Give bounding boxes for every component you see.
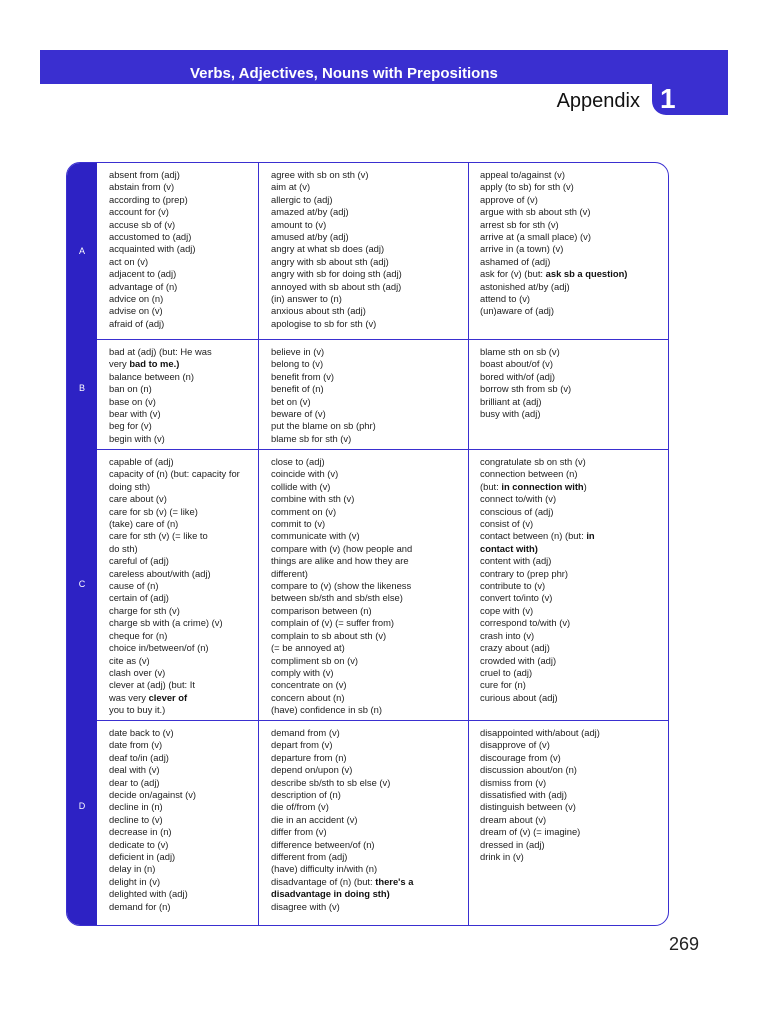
row-letter: D [78,801,86,811]
row-letter: B [78,383,85,393]
appendix-heading [40,84,728,115]
row-b-col2: believe in (v) belong to (v) benefit from (v) benefit of (n) bet on (v) beware of (v) put the blame on sb (phr) blame sb for sth (v) [259,340,469,449]
table-row-a [78,163,669,340]
row-d-col3: disappointed with/about (adj) disapprove of (v) discourage from (v) discussion about/on (n) dismiss from (v) dissatisfied with (adj) distinguish between (v) dream about (v) dream of (v) (= imagine) dressed in (adj) drink in (v) [480,727,600,863]
banner-title: Verbs, Adjectives, Nouns with Prepositions [190,65,498,82]
table-row-c [78,450,669,721]
row-b-col3: blame sth on sb (v) boast about/of (v) bored with/of (adj) borrow sth from sb (v) brilliant at (adj) busy with (adj) [480,346,572,420]
row-d-col1: date back to (v) date from (v) deaf to/in (adj) deal with (v) dear to (adj) decide on/against (v) decline in (n) decline to (v) decrease in (n) dedicate to (v) deficient in (adj) delay in (n) delight in (v) delighted with (adj) demand for (n) [97,721,259,926]
table-row-b [78,340,669,450]
row-c-col3: congratulate sb on sth (v) connection between (n) (but: in connection with) connect to/with (v) conscious of (adj) consist of (v) contact between (n) (but: in contact with) content with (adj) contrary to (prep phr) contribute to (v) convert to/into (v) cope with (v) correspond to/with (v) crash into (v) crazy about (adj) crowded with (adj) cruel to (adj) cure for (n) curious about (adj) [480,456,595,703]
table-row-d [78,721,669,926]
appendix-number-tab [652,84,728,115]
row-a-col1: absent from (adj) abstain from (v) according to (prep) account for (v) accuse sb of (v) accustomed to (adj) acquainted with (adj) act on (v) adjacent to (adj) advantage of (n) advice on (n) advise on (v) afraid of (adj) [97,163,259,339]
row-a-col2: agree with sb on sth (v) aim at (v) allergic to (adj) amazed at/by (adj) amount to (v) amused at/by (adj) angry at what sb does (adj) angry with sb about sth (adj) angry with sb for doing sth (adj) annoyed with sb about sth (adj) (in) answer to (n) anxious about sth (adj) apologise to sb for sth (v) [259,163,469,339]
row-b-col1: bad at (adj) (but: He was very bad to me.) balance between (n) ban on (n) base on (v) bear with (v) beg for (v) begin with (v) [97,340,259,449]
row-a-col3: appeal to/against (v) apply (to sb) for sth (v) approve of (v) argue with sb about sth (v) arrest sb for sth (v) arrive at (a small place) (v) arrive in (a town) (v) ashamed of (adj) ask for (v) (but: ask sb a question) astonished at/by (adj) attend to (v) (un)aware of (adj) [480,169,628,317]
row-d-col2: demand from (v) depart from (v) departure from (n) depend on/upon (v) describe sb/sth to sb else (v) description of (n) die of/from (v) die in an accident (v) differ from (v) difference between/of (n) different from (adj) (have) difficulty in/with (n) disadvantage of (n) (but: there's a disadvantage in doing sth) disagree with (v) [259,721,469,926]
row-c-col1: capable of (adj) capacity of (n) (but: capacity for doing sth) care about (v) care for sb (v) (= like) (take) care of (n) care for sth (v) (= like to do sth) careful of (adj) careless about/with (adj) cause of (n) certain of (adj) charge for sth (v) charge sb with (a crime) (v) cheque for (n) choice in/between/of (n) cite as (v) clash over (v) clever at (adj) (but: It was very clever of you to buy it.) [97,450,259,720]
row-c-col2: close to (adj) coincide with (v) collide with (v) combine with sth (v) comment on (v) commit to (v) communicate with (v) compare with (v) (how people and things are alike and how they are different) compare to (v) (show the likeness between sb/sth and sb/sth else) comparison between (n) complain of (v) (= suffer from) complain to sb about sth (v) (= be annoyed at) compliment sb on (v) comply with (v) concentrate on (v) concern about (n) (have) confidence in sb (n) [259,450,469,720]
row-letter: A [78,246,85,256]
prepositions-table [66,162,669,926]
header-banner [40,50,728,84]
appendix-number: 1 [660,83,676,114]
row-letter: C [78,579,86,589]
page-number: 269 [668,934,699,954]
appendix-label: Appendix [556,90,640,112]
